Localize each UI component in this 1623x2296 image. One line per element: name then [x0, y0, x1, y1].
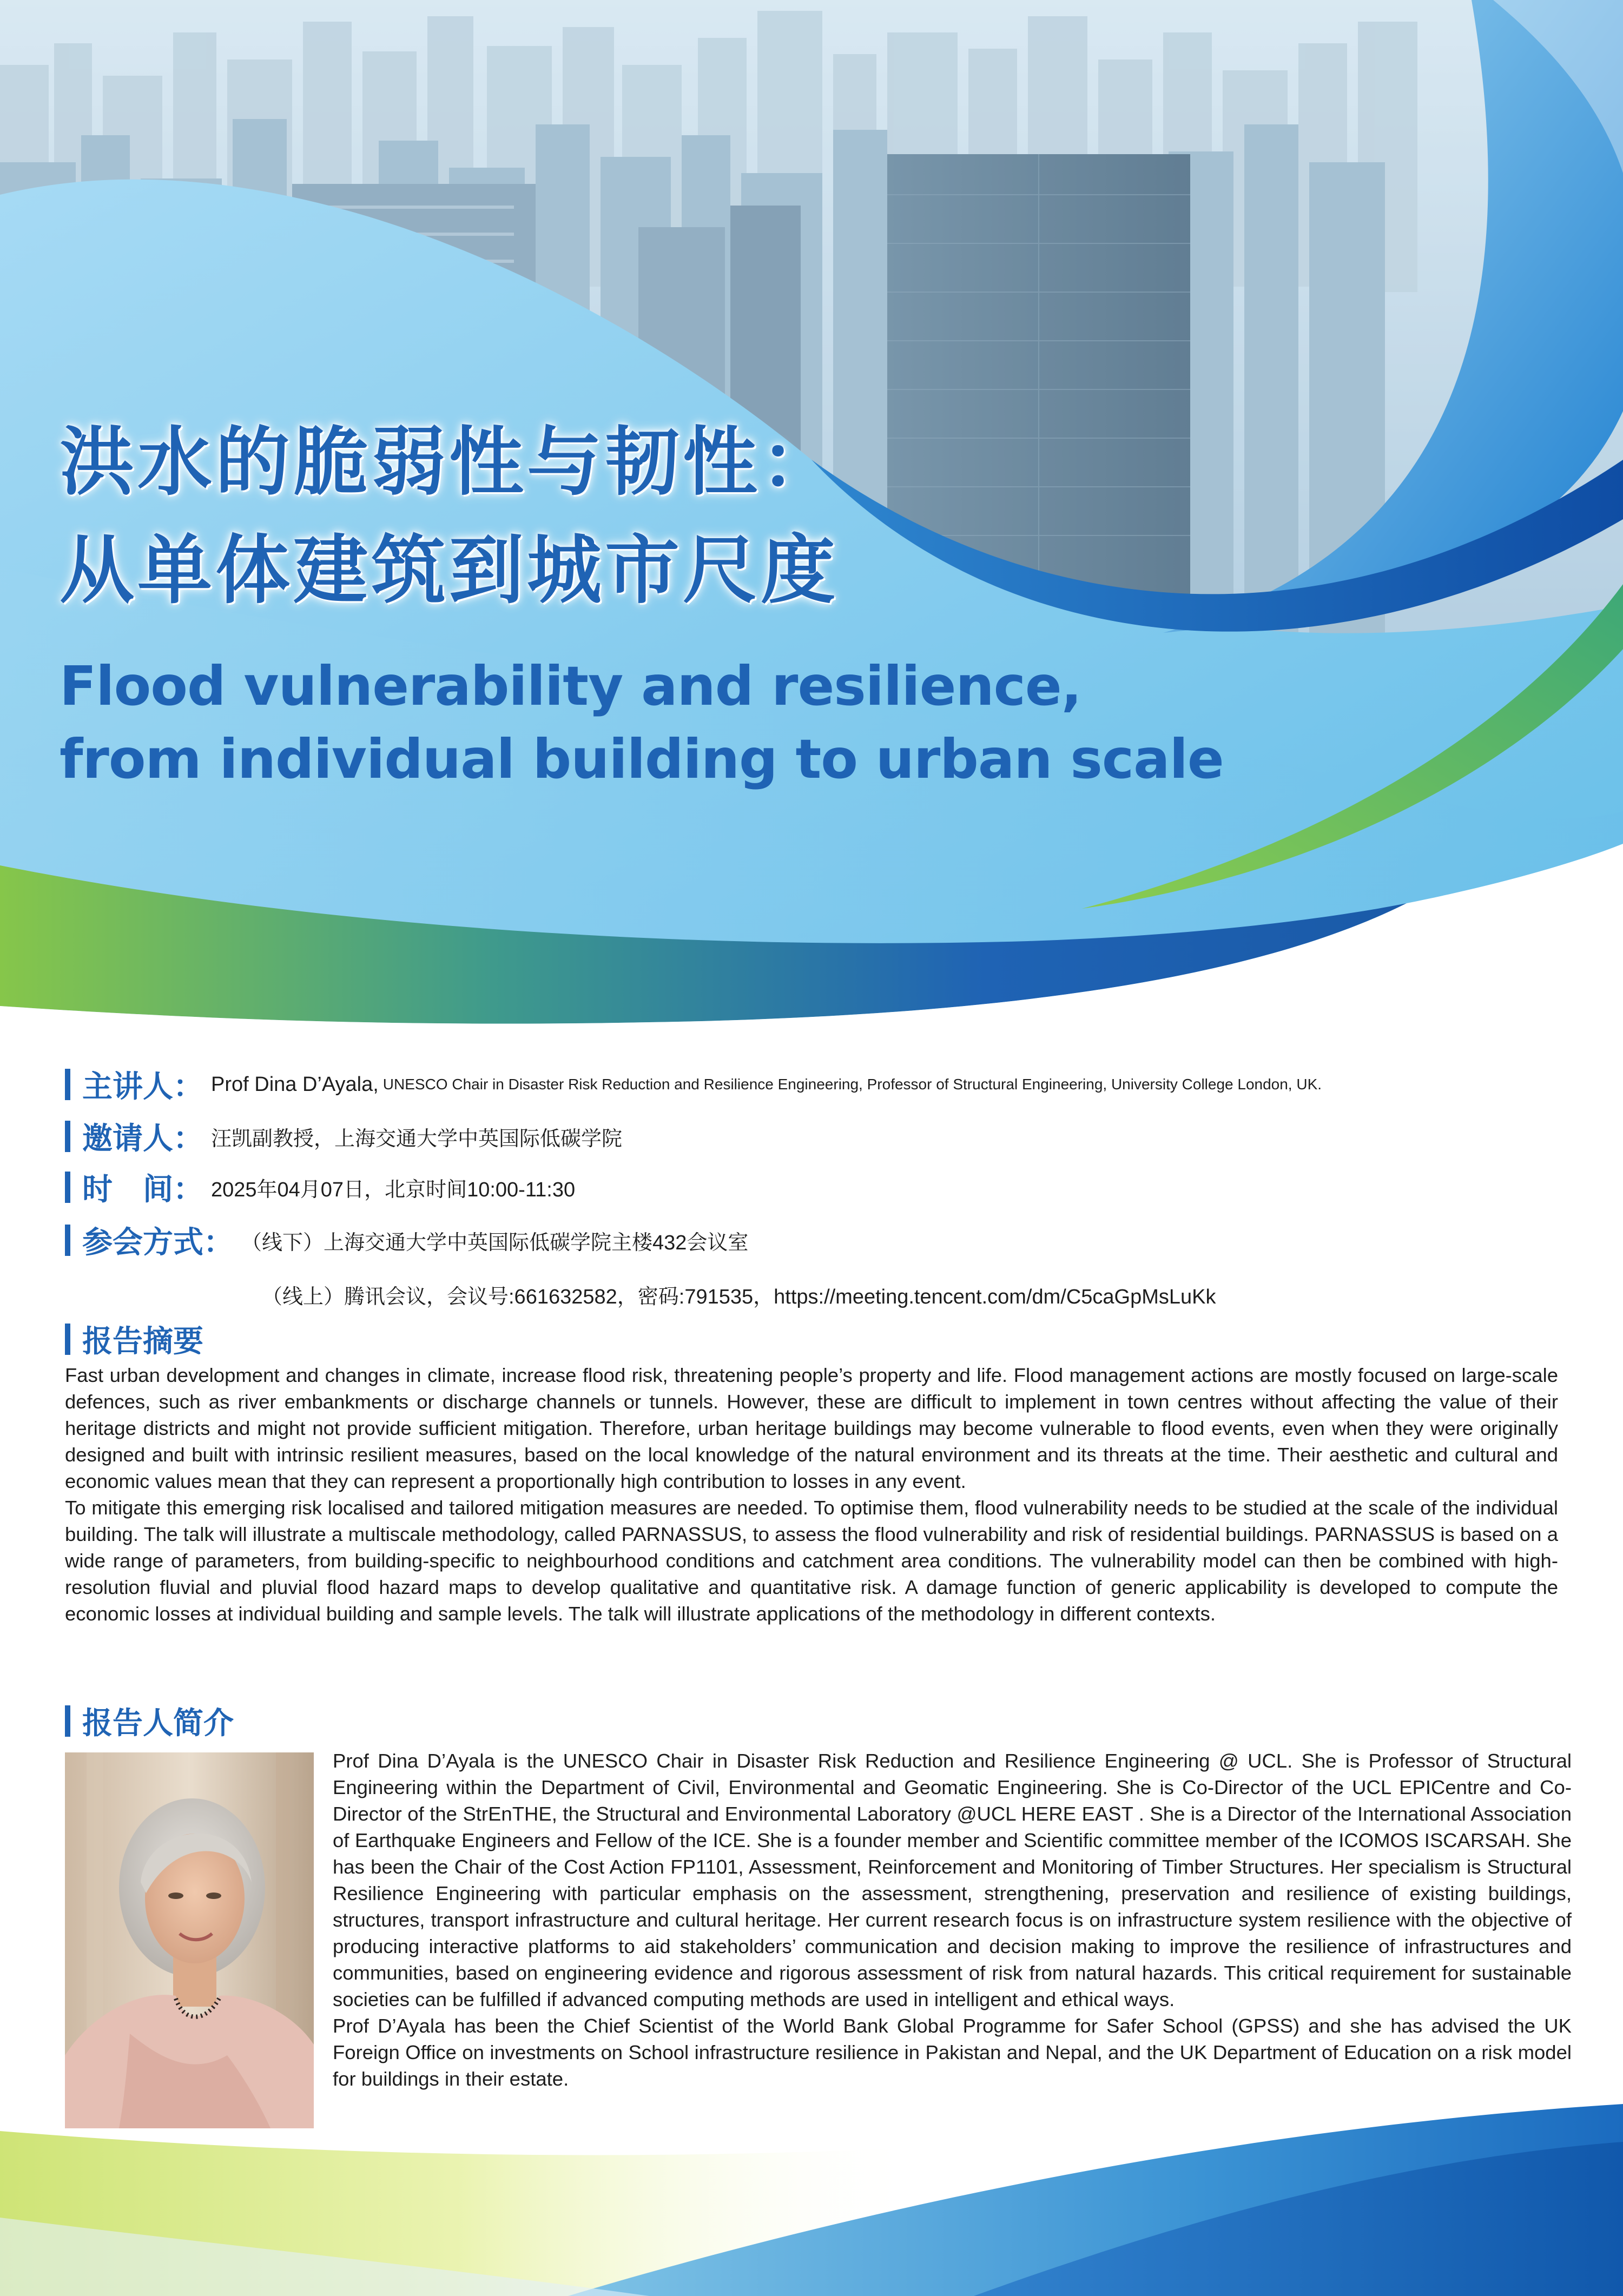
title-chinese-line1: 洪水的脆弱性与韧性： [60, 419, 839, 506]
accent-bar [65, 1705, 70, 1737]
abstract-title: 报告摘要 [82, 1324, 203, 1359]
inviter-label: 邀请人： [82, 1121, 203, 1156]
inviter-value: 汪凯副教授，上海交通大学中英国际低碳学院 [211, 1127, 623, 1150]
abstract-body [65, 1362, 1558, 1627]
abstract-paragraph-2: To mitigate this emerging risk localised and tailored mitigation measures are needed. To optimise them, flood vulnerability needs to be studied at the scale of the individual building. The talk will illustrate a multiscale methodology, called PARNASSUS, to assess the flood vulnerability and risk of residential buildings. PARNASSUS is based on a wide range of parameters, from building-specific to neighbourhood conditions and catchment area conditions. The vulnerability model can then be combined with high-resolution fluvial and pluvial flood hazard maps to develop qualitative and quantitative risk. A damage function of generic applicability is developed to compute the economic losses at individual building and sample levels. The talk will illustrate applications of the methodology in different contexts. [65, 1497, 1558, 1625]
title-english-line1: Flood vulnerability and resilience, [60, 654, 1081, 718]
title-english-line2: from individual building to urban scale [60, 727, 1224, 791]
accent-bar [65, 1225, 70, 1256]
speaker-portrait [65, 1752, 314, 2128]
accent-bar [65, 1172, 70, 1203]
online-meeting-info[interactable]: （线上）腾讯会议，会议号:661632582，密码:791535，https://meeting.tencent.com/dm/C5caGpMsLuKk [262, 1285, 1216, 1308]
accent-bar [65, 1069, 70, 1100]
speaker-affiliation: UNESCO Chair in Disaster Risk Reduction and Resilience Engineering, Professor of Structural Engineering, University College London, UK. [382, 1076, 1322, 1093]
bio-paragraph-2: Prof D’Ayala has been the Chief Scientist of the World Bank Global Programme for Safer School (GPSS) and she has advised the UK Foreign Office on investments on School infrastructure resilience in Pakistan and Nepal, and the UK Department of Education on a risk model for buildings in their estate. [333, 2015, 1572, 2090]
time-value: 2025年04月07日，北京时间10:00-11:30 [211, 1178, 576, 1201]
time-row [65, 1168, 1580, 1206]
footer-wave-decoration [0, 2082, 1623, 2296]
bio-title: 报告人简介 [82, 1706, 234, 1741]
abstract-paragraph-1: Fast urban development and changes in climate, increase flood risk, threatening people’s property and life. Flood management actions are mostly focused on large-scale defences, such as river embankments or discharge channels or tunnels. However, these are difficult to implement in town centres without affecting the value of their heritage districts and might not provide sufficient mitigation. Therefore, urban heritage buildings may become vulnerable to flood events, even when they were originally designed and built with intrinsic resilient measures, based on the local knowledge of the natural environment and its threats at the time. Their aesthetic and cultural and economic values mean that they can represent a proportionally high contribution to losses in any event. [65, 1364, 1558, 1492]
title-chinese-line2: 从单体建筑到城市尺度 [60, 527, 839, 614]
attendance-mode-label: 参会方式： [82, 1225, 234, 1260]
speaker-name: Prof Dina D’Ayala, [211, 1073, 379, 1096]
accent-bar [65, 1121, 70, 1152]
bio-heading [65, 1702, 234, 1741]
speaker-row [65, 1066, 1580, 1103]
inviter-row [65, 1117, 1580, 1155]
offline-venue: （线下）上海交通大学中英国际低碳学院主楼432会议室 [241, 1231, 749, 1254]
bio-body [333, 1748, 1572, 2092]
speaker-label: 主讲人： [82, 1069, 203, 1104]
bio-paragraph-1: Prof Dina D’Ayala is the UNESCO Chair in Disaster Risk Reduction and Resilience Engineering @ UCL. She is Professor of Structural Engineering within the Department of Civil, Environmental and Geomatic Engineering. She is Co-Director of the UCL EPICentre and Co-Director of the StrEnTHE, the Structural and Environmental Laboratory @UCL HERE EAST . She is a Director of the International Association of Earthquake Engineers and Fellow of the ICE. She is a founder member and Scientific committee member of the ICOMOS ISCARSAH. She has been the Chair of the Cost Action FP1101, Assessment, Reinforcement and Monitoring of Timber Structures. Her specialism is Structural Resilience Engineering with particular emphasis on the assessment, strengthening, preservation and resilience of existing buildings, structures, transport infrastructure and cultural heritage. Her current research focus is on infrastructure system resilience with the objective of producing interactive platforms to aid stakeholders’ communication and decision making to improve the resilience of infrastructures and communities, based on engineering evidence and rigorous assessment of risk from natural hazards. This critical requirement for sustainable societies can be fulfilled if advanced computing methods are used in intelligent and ethical ways. [333, 1750, 1572, 2010]
time-label: 时 间： [82, 1172, 203, 1207]
accent-bar [65, 1324, 70, 1355]
abstract-heading [65, 1320, 203, 1359]
portrait-illustration [65, 1752, 314, 2128]
attendance-mode-row [65, 1221, 1580, 1259]
online-meeting-row [254, 1275, 1216, 1313]
